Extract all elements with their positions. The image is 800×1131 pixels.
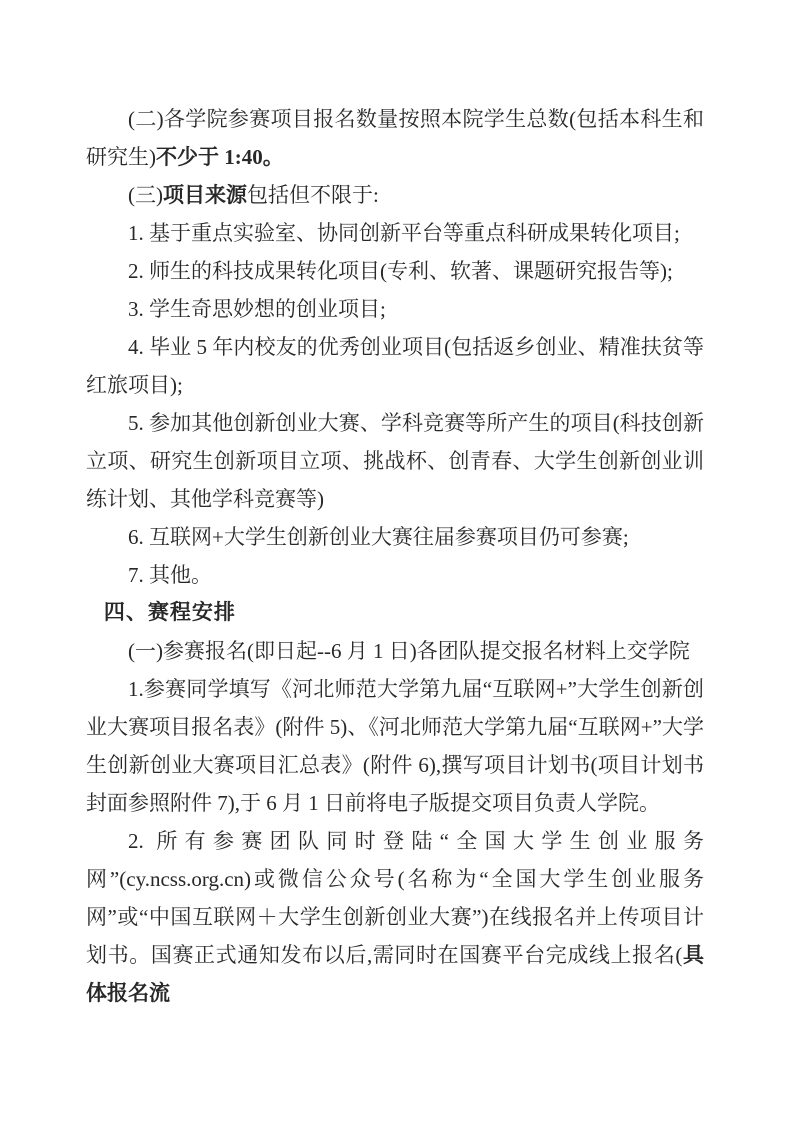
text-run: 1.参赛同学填写《河北师范大学第九届“互联网+”大学生创新创业大赛项目报名表》(附件 5)、《河北师范大学第九届“互联网+”大学生创新创业大赛项目汇总表》(附件 6),撰写项目计划书(项目计划书封面参照附件 7),于 6 月 1 日前将电子版提交项目负责人学院。 bbox=[86, 677, 704, 815]
section-heading bbox=[86, 594, 704, 632]
text-run: 3. 学生奇思妙想的创业项目; bbox=[128, 297, 386, 321]
list-item bbox=[86, 252, 704, 290]
list-item bbox=[86, 328, 704, 404]
list-item bbox=[86, 290, 704, 328]
bold-text-run: 具体报名流 bbox=[86, 943, 705, 1005]
bold-text-run: 项目来源 bbox=[163, 183, 247, 207]
paragraph bbox=[86, 822, 704, 1012]
list-item bbox=[86, 214, 704, 252]
text-run: 5. 参加其他创新创业大赛、学科竞赛等所产生的项目(科技创新立项、研究生创新项目立项、挑战杯、创青春、大学生创新创业训练计划、其他学科竞赛等) bbox=[86, 411, 704, 511]
text-run: 2. 所有参赛团队同时登陆“全国大学生创业服务网”(cy.ncss.org.cn)或微信公众号(名称为“全国大学生创业服务网”或“中国互联网＋大学生创新创业大赛”)在线报名并上传项目计划书。国赛正式通知发布以后,需同时在国赛平台完成线上报名( bbox=[86, 829, 704, 967]
list-item bbox=[86, 556, 704, 594]
bold-text-run: 四、赛程安排 bbox=[103, 601, 236, 624]
list-item bbox=[86, 518, 704, 556]
text-run: 2. 师生的科技成果转化项目(专利、软著、课题研究报告等); bbox=[128, 259, 673, 283]
text-run: (二)各学院参赛项目报名数量按照本院学生总数(包括本科生和研究生) bbox=[86, 107, 704, 169]
text-run: 7. 其他。 bbox=[128, 563, 212, 587]
text-run: 6. 互联网+大学生创新创业大赛往届参赛项目仍可参赛; bbox=[128, 525, 629, 549]
paragraph bbox=[86, 100, 704, 176]
text-run: 包括但不限于: bbox=[247, 183, 379, 207]
text-run: (三) bbox=[128, 183, 163, 207]
paragraph bbox=[86, 632, 704, 670]
text-run: 4. 毕业 5 年内校友的优秀创业项目(包括返乡创业、精准扶贫等红旅项目); bbox=[86, 335, 704, 397]
paragraph bbox=[86, 176, 704, 214]
list-item bbox=[86, 404, 704, 518]
text-run: (一)参赛报名(即日起--6 月 1 日)各团队提交报名材料上交学院 bbox=[128, 639, 690, 663]
text-run: 1. 基于重点实验室、协同创新平台等重点科研成果转化项目; bbox=[128, 221, 680, 245]
bold-text-run: 不少于 1:40。 bbox=[156, 145, 284, 169]
paragraph bbox=[86, 670, 704, 822]
